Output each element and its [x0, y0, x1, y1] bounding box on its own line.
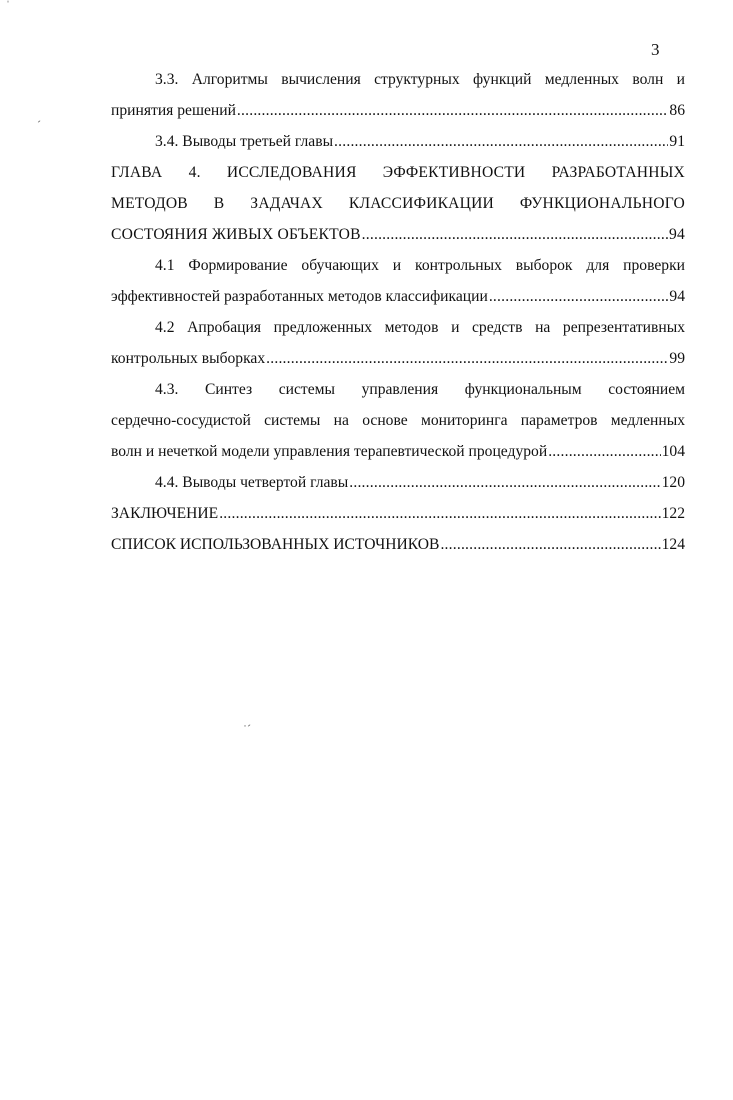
toc-page-number: 94 [669, 226, 685, 243]
toc-page-number: 120 [661, 474, 685, 491]
toc-dot-leader [349, 467, 660, 498]
toc-entry-last-line [111, 343, 685, 374]
toc-entry-text-line: 3.3. Алгоритмы вычисления структурных функций медленных волн и [155, 71, 685, 88]
toc-page-number: 94 [669, 288, 685, 305]
toc-entry-title: СПИСОК ИСПОЛЬЗОВАННЫХ ИСТОЧНИКОВ [111, 536, 440, 553]
toc-entry-last-line [111, 281, 685, 312]
toc-entry-title: 3.4. Выводы третьей главы [155, 133, 334, 150]
toc-dot-leader [548, 436, 660, 467]
toc-page-number: 91 [669, 133, 685, 150]
toc-entry-last-line [111, 126, 685, 157]
toc-entry-ch4 [111, 157, 685, 250]
toc-entry-4-1 [111, 250, 685, 312]
toc-entry-text-line: ГЛАВА 4. ИССЛЕДОВАНИЯ ЭФФЕКТИВНОСТИ РАЗРАБОТАННЫХ [111, 164, 685, 181]
scan-tick-mark: ˈ [6, 0, 10, 12]
toc-entry-3-4 [111, 126, 685, 157]
toc-dot-leader [266, 343, 668, 374]
toc-entry-last-line [111, 498, 685, 529]
toc-entry-last-line [111, 95, 685, 126]
toc-entry-conclusion [111, 498, 685, 529]
toc-entry-text-line: 4.1 Формирование обучающих и контрольных выборок для проверки [155, 257, 685, 274]
toc-entry-title: эффективностей разработанных методов классификации [111, 288, 488, 305]
toc-entry-title: ЗАКЛЮЧЕНИЕ [111, 505, 219, 522]
toc-page-number: 104 [661, 443, 685, 460]
toc-dot-leader [219, 498, 660, 529]
toc-dot-leader [440, 529, 660, 560]
toc-entry-4-4 [111, 467, 685, 498]
toc-entry-title: контрольных выборках [111, 350, 266, 367]
table-of-contents [111, 64, 685, 560]
toc-entry-text-line: сердечно-сосудистой системы на основе мониторинга параметров медленных [111, 412, 685, 429]
scan-speck-mark: ˙ˊ [243, 722, 251, 736]
toc-entry-last-line [111, 436, 685, 467]
toc-entry-text-line: 4.3. Синтез системы управления функциональным состоянием [155, 381, 685, 398]
toc-entry-last-line [111, 467, 685, 498]
toc-entry-title: 4.4. Выводы четвертой главы [155, 474, 349, 491]
toc-entry-last-line [111, 529, 685, 560]
toc-dot-leader [334, 126, 668, 157]
toc-entry-last-line [111, 219, 685, 250]
toc-page-number: 86 [669, 102, 685, 119]
page-number: 3 [651, 40, 660, 59]
toc-entry-title: СОСТОЯНИЯ ЖИВЫХ ОБЪЕКТОВ [111, 226, 361, 243]
toc-entry-sources [111, 529, 685, 560]
toc-dot-leader [489, 281, 669, 312]
scan-dash-mark: ˊ [37, 118, 41, 132]
toc-page-number: 99 [669, 350, 685, 367]
toc-entry-4-3 [111, 374, 685, 467]
toc-dot-leader [362, 219, 668, 250]
toc-entry-text-line: 4.2 Апробация предложенных методов и средств на репрезентативных [155, 319, 685, 336]
toc-entry-3-3 [111, 64, 685, 126]
toc-entry-title: волн и нечеткой модели управления терапевтической процедурой [111, 443, 548, 460]
toc-dot-leader [237, 95, 668, 126]
toc-page-number: 122 [661, 505, 685, 522]
toc-page-number: 124 [661, 536, 685, 553]
toc-entry-4-2 [111, 312, 685, 374]
toc-entry-text-line: МЕТОДОВ В ЗАДАЧАХ КЛАССИФИКАЦИИ ФУНКЦИОНАЛЬНОГО [111, 195, 685, 212]
toc-entry-title: принятия решений [111, 102, 236, 119]
